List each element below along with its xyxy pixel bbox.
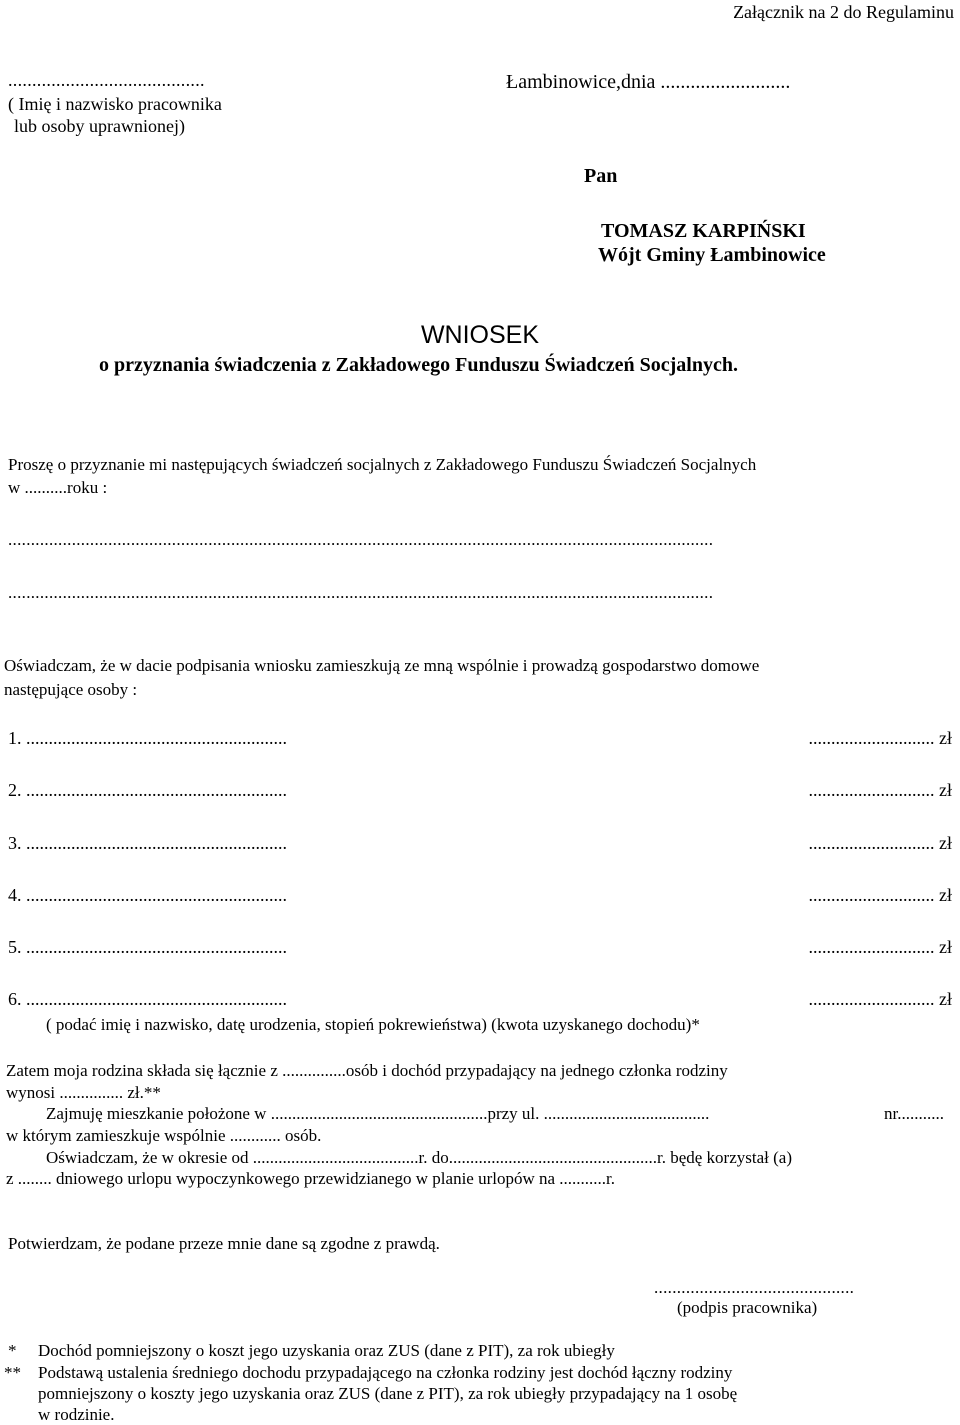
household-income-1: ............................ zł bbox=[808, 728, 952, 748]
request-year: w ..........roku : bbox=[8, 478, 108, 497]
employee-name-blank: ......................................... bbox=[8, 70, 205, 90]
residence-number: nr........... bbox=[884, 1104, 944, 1123]
addressee-name: TOMASZ KARPIŃSKI bbox=[601, 220, 806, 242]
household-row-6: 6. .......................................................... bbox=[8, 989, 287, 1009]
income-per-member: wynosi ............... zł.** bbox=[6, 1083, 161, 1102]
household-row-3: 3. .......................................................... bbox=[8, 833, 287, 853]
household-statement-2: następujące osoby : bbox=[4, 680, 138, 699]
confirmation-statement: Potwierdzam, że podane przeze mnie dane są zgodne z prawdą. bbox=[8, 1234, 440, 1253]
residence-line: Zajmuję mieszkanie położone w ...................................................przy ul. ....................................... bbox=[46, 1104, 710, 1123]
place-date: Łambinowice,dnia .......................... bbox=[506, 71, 791, 93]
footnote-mark-2: ** bbox=[4, 1363, 21, 1382]
cohabitants-line: w którym zamieszkuje wspólnie ............ osób. bbox=[6, 1126, 322, 1145]
document-subtitle: o przyznania świadczenia z Zakładowego Funduszu Świadczeń Socjalnych. bbox=[99, 354, 738, 376]
household-income-3: ............................ zł bbox=[808, 833, 952, 853]
employee-label-2: lub osoby uprawnionej) bbox=[14, 116, 185, 136]
household-income-5: ............................ zł bbox=[808, 937, 952, 957]
family-size-line: Zatem moja rodzina składa się łącznie z ...............osób i dochód przypadający na jednego członka rodziny bbox=[6, 1061, 728, 1080]
household-row-1: 1. .......................................................... bbox=[8, 728, 287, 748]
household-statement: Oświadczam, że w dacie podpisania wniosku zamieszkują ze mną wspólnie i prowadzą gospodarstwo domowe bbox=[4, 656, 760, 675]
addressee-salutation: Pan bbox=[584, 165, 618, 187]
signature-blank: ............................................ bbox=[654, 1278, 855, 1297]
request-text: Proszę o przyznanie mi następujących świadczeń socjalnych z Zakładowego Funduszu Świadczeń Socjalnych bbox=[8, 455, 757, 474]
attachment-note: Załącznik na 2 do Regulaminu bbox=[733, 2, 954, 22]
household-income-4: ............................ zł bbox=[808, 885, 952, 905]
household-income-2: ............................ zł bbox=[808, 780, 952, 800]
footnote-2-continued: pomniejszony o koszty jego uzyskania oraz ZUS (dane z PIT), za rok ubiegły przypadający na 1 osobę bbox=[38, 1384, 738, 1403]
household-row-5: 5. .......................................................... bbox=[8, 937, 287, 957]
request-blank-line: ........................................................................................................................................................... bbox=[8, 583, 714, 602]
signature-label: (podpis pracownika) bbox=[677, 1298, 818, 1317]
footnote-1: Dochód pomniejszony o koszt jego uzyskania oraz ZUS (dane z PIT), za rok ubiegły bbox=[38, 1341, 615, 1360]
vacation-line: z ........ dniowego urlopu wypoczynkowego przewidzianego w planie urlopów na ...........r. bbox=[6, 1169, 616, 1188]
footnote-2: Podstawą ustalenia średniego dochodu przypadającego na członka rodziny jest dochód łączny rodziny bbox=[38, 1363, 733, 1382]
household-note: ( podać imię i nazwisko, datę urodzenia, stopień pokrewieństwa) (kwota uzyskanego dochodu)* bbox=[46, 1015, 700, 1034]
request-blank-line: ........................................................................................................................................................... bbox=[8, 530, 714, 549]
employee-label: ( Imię i nazwisko pracownika bbox=[8, 94, 222, 114]
addressee-position: Wójt Gminy Łambinowice bbox=[598, 244, 826, 266]
document-title: WNIOSEK bbox=[420, 321, 540, 349]
footnote-mark-1: * bbox=[8, 1341, 17, 1360]
footnote-2-end: w rodzinie. bbox=[38, 1405, 115, 1424]
household-row-4: 4. .......................................................... bbox=[8, 885, 287, 905]
household-income-6: ............................ zł bbox=[808, 989, 952, 1009]
leave-period-line: Oświadczam, że w okresie od .......................................r. do.................................................r. będę korzystał (a) bbox=[46, 1148, 792, 1167]
household-row-2: 2. .......................................................... bbox=[8, 780, 287, 800]
